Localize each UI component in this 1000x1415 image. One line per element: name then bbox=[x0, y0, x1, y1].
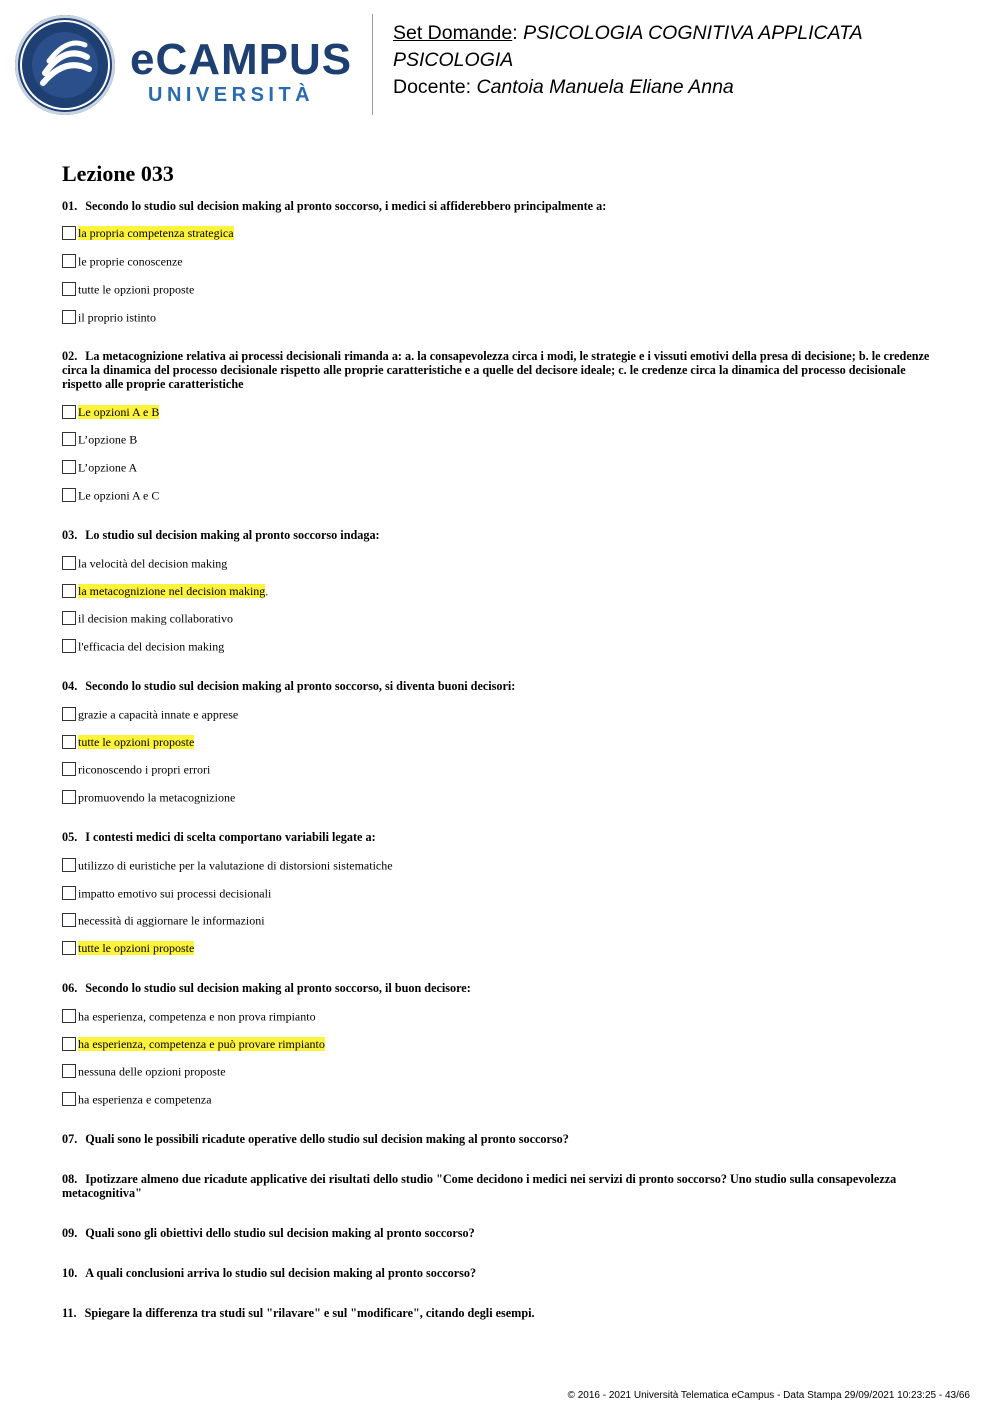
answer-option[interactable] bbox=[62, 788, 235, 804]
answer-option[interactable] bbox=[62, 308, 156, 324]
question-5 bbox=[62, 830, 942, 844]
question-text: Secondo lo studio sul decision making al pronto soccorso, i medici si affiderebbero principalmente a: bbox=[85, 199, 607, 213]
checkbox[interactable] bbox=[62, 1092, 76, 1106]
checkbox[interactable] bbox=[62, 556, 76, 570]
answer-text: ha esperienza, competenza e non prova rimpianto bbox=[78, 1009, 316, 1024]
checkbox[interactable] bbox=[62, 762, 76, 776]
answer-option[interactable] bbox=[62, 705, 238, 721]
docente-value: Cantoia Manuela Eliane Anna bbox=[476, 76, 734, 98]
answer-text-highlighted: ha esperienza, competenza e può provare rimpianto bbox=[78, 1037, 325, 1052]
checkbox[interactable] bbox=[62, 913, 76, 927]
checkbox[interactable] bbox=[62, 1064, 76, 1078]
lesson-title: Lezione 033 bbox=[62, 161, 174, 186]
question-number: 02. bbox=[62, 349, 78, 363]
question-9 bbox=[62, 1226, 942, 1240]
answer-text-highlighted: tutte le opzioni proposte bbox=[78, 735, 195, 750]
question-number: 06. bbox=[62, 981, 78, 995]
checkbox[interactable] bbox=[62, 488, 76, 502]
checkbox[interactable] bbox=[62, 310, 76, 324]
question-10 bbox=[62, 1266, 942, 1280]
checkbox[interactable] bbox=[62, 790, 76, 804]
header-info: Set Domande: PSICOLOGIA COGNITIVA APPLICATA PSICOLOGIA Docente: Cantoia Manuela Eliane Anna bbox=[393, 22, 863, 98]
question-6 bbox=[62, 981, 942, 995]
question-text: Quali sono le possibili ricadute operative dello studio sul decision making al pronto soccorso? bbox=[85, 1132, 569, 1146]
checkbox[interactable] bbox=[62, 1009, 76, 1023]
answer-option[interactable] bbox=[62, 856, 393, 872]
answer-option[interactable] bbox=[62, 1035, 325, 1051]
answer-text-highlighted: la metacognizione nel decision making bbox=[78, 584, 266, 599]
question-number: 08. bbox=[62, 1172, 78, 1186]
answer-option[interactable] bbox=[62, 760, 210, 776]
answer-option[interactable] bbox=[62, 911, 265, 927]
answer-option[interactable] bbox=[62, 403, 159, 419]
answer-option[interactable] bbox=[62, 252, 183, 268]
question-3 bbox=[62, 528, 942, 542]
answer-option[interactable] bbox=[62, 939, 194, 955]
checkbox[interactable] bbox=[62, 858, 76, 872]
question-text: Spiegare la differenza tra studi sul "rilavare" e sul "modificare", citando degli esempi. bbox=[84, 1306, 535, 1320]
checkbox[interactable] bbox=[62, 707, 76, 721]
answer-text: il proprio istinto bbox=[78, 310, 156, 325]
answer-option[interactable] bbox=[62, 458, 137, 474]
answer-text: tutte le opzioni proposte bbox=[78, 282, 195, 297]
answer-text: le proprie conoscenze bbox=[78, 254, 183, 269]
answer-option[interactable] bbox=[62, 554, 227, 570]
question-text: Quali sono gli obiettivi dello studio sul decision making al pronto soccorso? bbox=[85, 1226, 475, 1240]
answer-text: promuovendo la metacognizione bbox=[78, 790, 236, 805]
answer-text: nessuna delle opzioni proposte bbox=[78, 1064, 226, 1079]
set-value: PSICOLOGIA COGNITIVA APPLICATA bbox=[523, 22, 863, 44]
answer-text: L’opzione A bbox=[78, 460, 138, 475]
question-4 bbox=[62, 679, 942, 693]
question-text: La metacognizione relativa ai processi decisionali rimanda a: a. la consapevolezza circa i modi, le strategie e i vissuti emotivi della presa di decisione; b. le credenze circa la dinamica del processo decisionale rispetto alle proprie caratteristiche e a quelle del decisore ideale; c. le credenze circa la dinamica del processo decisionale rispetto alle proprie caratteristiche bbox=[62, 349, 930, 391]
answer-text: Le opzioni A e C bbox=[78, 488, 160, 503]
answer-text: L’opzione B bbox=[78, 432, 138, 447]
question-text: Secondo lo studio sul decision making al pronto soccorso, si diventa buoni decisori: bbox=[85, 679, 516, 693]
answer-text: necessità di aggiornare le informazioni bbox=[78, 913, 265, 928]
brand-subtitle: UNIVERSITÀ bbox=[148, 84, 315, 106]
checkbox[interactable] bbox=[62, 254, 76, 268]
checkbox[interactable] bbox=[62, 735, 76, 749]
checkbox[interactable] bbox=[62, 432, 76, 446]
page-footer: © 2016 - 2021 Università Telematica eCampus - Data Stampa 29/09/2021 10:23:25 - 43/66 bbox=[567, 1390, 970, 1401]
checkbox[interactable] bbox=[62, 405, 76, 419]
answer-option[interactable] bbox=[62, 733, 194, 749]
answer-option[interactable] bbox=[62, 430, 137, 446]
brand-name: eCAMPUS bbox=[130, 35, 353, 84]
question-number: 11. bbox=[62, 1306, 77, 1320]
question-number: 10. bbox=[62, 1266, 78, 1280]
question-7 bbox=[62, 1132, 942, 1146]
question-2 bbox=[62, 349, 942, 391]
question-text: A quali conclusioni arriva lo studio sul decision making al pronto soccorso? bbox=[85, 1266, 477, 1280]
question-11 bbox=[62, 1306, 942, 1320]
question-text: I contesti medici di scelta comportano variabili legate a: bbox=[85, 830, 376, 844]
docente-label: Docente bbox=[393, 76, 466, 98]
answer-text-highlighted: la propria competenza strategica bbox=[78, 226, 234, 241]
ecampus-logo-icon bbox=[15, 15, 115, 115]
checkbox[interactable] bbox=[62, 941, 76, 955]
question-number: 05. bbox=[62, 830, 78, 844]
answer-suffix: . bbox=[265, 584, 269, 599]
checkbox[interactable] bbox=[62, 639, 76, 653]
question-number: 09. bbox=[62, 1226, 78, 1240]
answer-text-highlighted: tutte le opzioni proposte bbox=[78, 941, 195, 956]
checkbox[interactable] bbox=[62, 886, 76, 900]
answer-text: la velocità del decision making bbox=[78, 556, 228, 571]
question-number: 07. bbox=[62, 1132, 78, 1146]
answer-text: l'efficacia del decision making bbox=[78, 639, 225, 654]
checkbox[interactable] bbox=[62, 282, 76, 296]
answer-text-highlighted: Le opzioni A e B bbox=[78, 405, 160, 420]
question-text: Secondo lo studio sul decision making al pronto soccorso, il buon decisore: bbox=[85, 981, 471, 995]
answer-text: ha esperienza e competenza bbox=[78, 1092, 212, 1107]
answer-option[interactable] bbox=[62, 1062, 226, 1078]
checkbox[interactable] bbox=[62, 460, 76, 474]
answer-option[interactable] bbox=[62, 1007, 316, 1023]
question-8 bbox=[62, 1172, 942, 1200]
checkbox[interactable] bbox=[62, 226, 76, 240]
answer-text: impatto emotivo sui processi decisionali bbox=[78, 886, 272, 901]
question-1 bbox=[62, 199, 942, 213]
question-number: 04. bbox=[62, 679, 78, 693]
checkbox[interactable] bbox=[62, 1037, 76, 1051]
question-text: Ipotizzare almeno due ricadute applicative dei risultati dello studio "Come decidono i medici nei servizi di pronto soccorso? Uno studio sulla consapevolezza metacognitiva" bbox=[62, 1172, 897, 1200]
question-number: 01. bbox=[62, 199, 78, 213]
question-number: 03. bbox=[62, 528, 78, 542]
answer-option[interactable] bbox=[62, 637, 224, 653]
answer-text: il decision making collaborativo bbox=[78, 611, 233, 626]
answer-option[interactable] bbox=[62, 224, 234, 240]
checkbox[interactable] bbox=[62, 611, 76, 625]
header-divider bbox=[372, 14, 373, 115]
answer-option[interactable] bbox=[62, 1090, 212, 1106]
answer-text: grazie a capacità innate e apprese bbox=[78, 707, 239, 722]
answer-option[interactable] bbox=[62, 280, 194, 296]
set-value-2: PSICOLOGIA bbox=[393, 49, 514, 71]
set-label: Set Domande bbox=[393, 22, 513, 44]
page-header bbox=[0, 0, 1000, 130]
answer-text: utilizzo di euristiche per la valutazione di distorsioni sistematiche bbox=[78, 858, 393, 873]
question-text: Lo studio sul decision making al pronto soccorso indaga: bbox=[85, 528, 380, 542]
brand-wordmark bbox=[130, 35, 353, 107]
answer-option[interactable] bbox=[62, 486, 159, 502]
answer-text: riconoscendo i propri errori bbox=[78, 762, 211, 777]
answer-option[interactable] bbox=[62, 582, 268, 598]
answer-option[interactable] bbox=[62, 884, 271, 900]
checkbox[interactable] bbox=[62, 584, 76, 598]
answer-option[interactable] bbox=[62, 609, 233, 625]
